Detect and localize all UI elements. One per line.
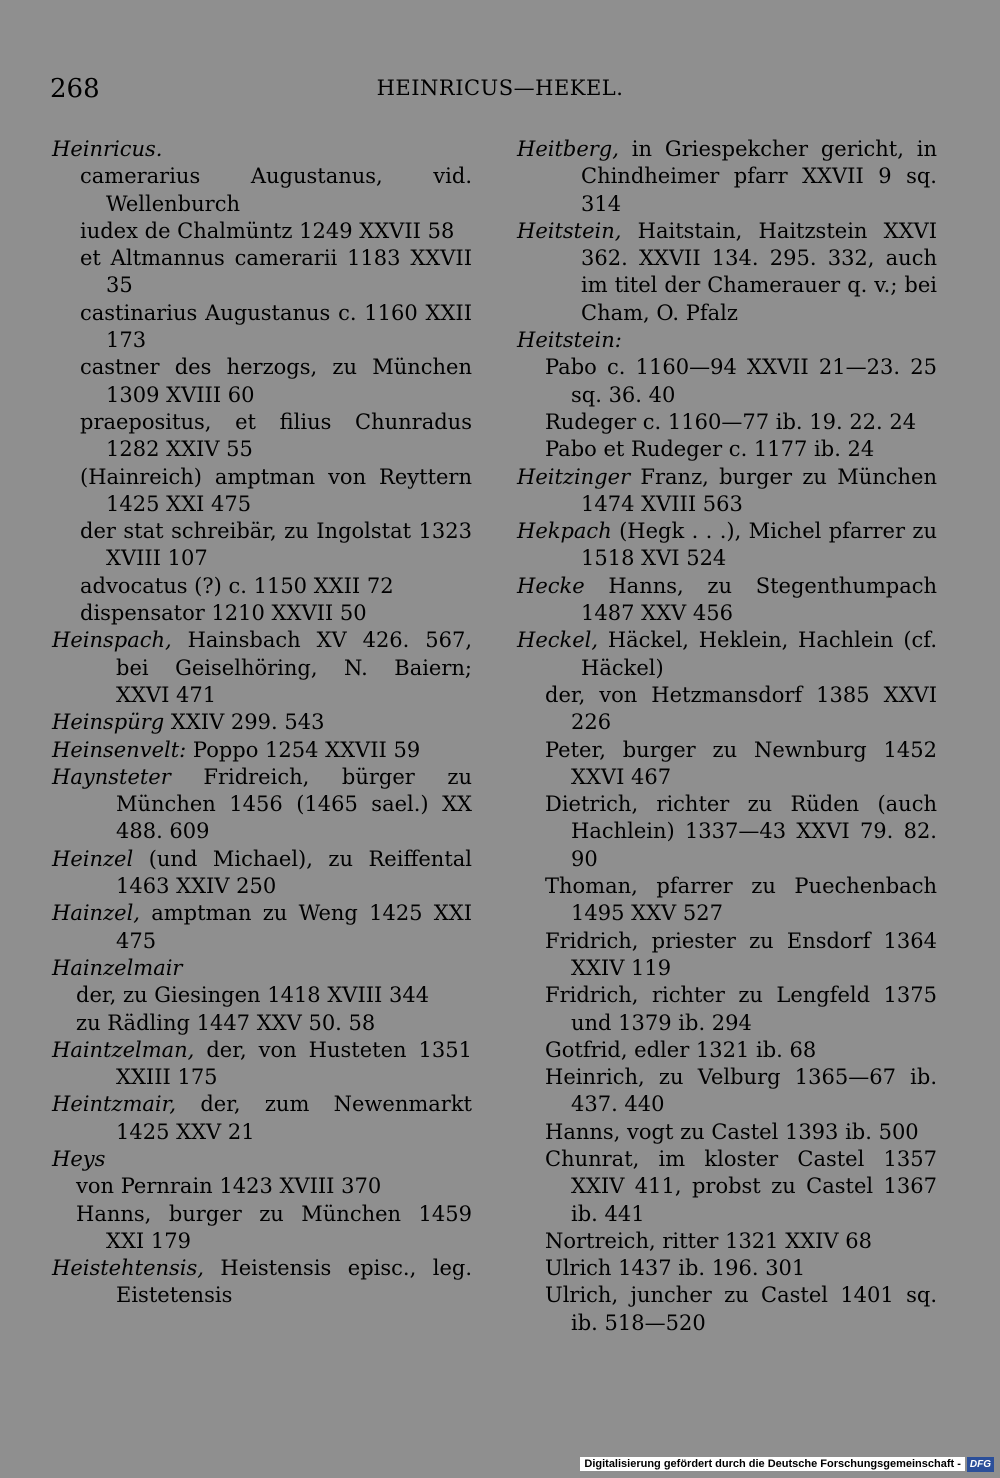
entry-text: der, von Husteten 1351 XXIII 175 (116, 1037, 472, 1090)
entry-text: Hanns, burger zu München 1459 XXI 179 (76, 1201, 472, 1253)
index-subentry (517, 1064, 937, 1119)
index-subentry (52, 600, 472, 627)
entry-text: Hanns, zu Stegenthumpach 1487 XXV 456 (581, 573, 937, 626)
entry-text: Ulrich, juncher zu Castel 1401 sq. ib. 518—520 (545, 1283, 937, 1335)
entry-text: Nortreich, ritter 1321 XXIV 68 (545, 1228, 872, 1253)
page-header (50, 74, 950, 108)
index-subentry (52, 1010, 472, 1037)
index-entry (52, 627, 472, 709)
index-entry (52, 955, 472, 982)
index-subentry (517, 737, 937, 792)
entry-headword: Heckel, (517, 628, 599, 653)
index-subentry (517, 354, 937, 409)
entry-headword: Heinzel (52, 846, 134, 871)
entry-headword: Heinsenvelt: (52, 737, 187, 762)
index-entry (517, 327, 937, 354)
index-subentry (517, 1037, 937, 1064)
dfg-logo: DFG (967, 1457, 994, 1472)
entry-headword: Hainzelmair (52, 955, 183, 980)
index-entry (52, 1091, 472, 1146)
index-entry (52, 1037, 472, 1092)
entry-headword: Heintzmair, (52, 1092, 177, 1117)
entry-headword: Heinricus. (52, 137, 163, 161)
entry-text: XXIV 299. 543 (164, 710, 325, 735)
index-subentry (517, 1282, 937, 1337)
right-column (517, 136, 937, 1337)
entry-text: amptman zu Weng 1425 XXI 475 (116, 901, 472, 953)
index-subentry (517, 1255, 937, 1282)
index-subentry (517, 791, 937, 873)
entry-text: castner des herzogs, zu München 1309 XVIII 60 (80, 355, 472, 407)
entry-headword: Heitberg, (517, 137, 619, 161)
footer (580, 1455, 994, 1473)
index-subentry (52, 300, 472, 355)
entry-headword: Hainzel, (52, 901, 140, 926)
entry-text: advocatus (?) c. 1150 XXII 72 (80, 573, 394, 598)
index-subentry (52, 464, 472, 519)
running-head: HEINRICUS—HEKEL. (376, 76, 624, 100)
entry-text: Dietrich, richter zu Rüden (auch Hachlein) 1337—43 XXVI 79. 82. 90 (545, 792, 937, 871)
entry-text: (und Michael), zu Reiffental 1463 XXIV 250 (116, 846, 472, 899)
entry-text: Häckel, Heklein, Hachlein (cf. Häckel) (581, 628, 937, 680)
index-entry (52, 1255, 472, 1310)
entry-text: (Hegk . . .), Michel pfarrer zu 1518 XVI 524 (581, 519, 937, 571)
entry-text: Peter, burger zu Newnburg 1452 XXVI 467 (545, 737, 937, 789)
entry-text: Poppo 1254 XXVII 59 (186, 737, 421, 762)
index-subentry (517, 1228, 937, 1255)
index-subentry (517, 682, 937, 737)
entry-text: Fridrich, richter zu Lengfeld 1375 und 1379 ib. 294 (545, 983, 937, 1035)
entry-text: Hainsbach XV 426. 567, bei Geiselhöring, N. Baiern; XXVI 471 (116, 628, 472, 707)
entry-text: Thoman, pfarrer zu Puechenbach 1495 XXV 527 (545, 874, 937, 926)
entry-text: der, von Hetzmansdorf 1385 XXVI 226 (545, 682, 937, 735)
entry-headword: Haintzelman, (52, 1037, 195, 1062)
index-subentry (52, 573, 472, 600)
index-subentry (52, 518, 472, 573)
entry-text: von Pernrain 1423 XVIII 370 (76, 1174, 382, 1199)
entry-text: dispensator 1210 XXVII 50 (80, 601, 367, 626)
index-entry (52, 1146, 472, 1173)
index-subentry (517, 409, 937, 436)
entry-text: Heinrich, zu Velburg 1365—67 ib. 437. 440 (545, 1065, 937, 1117)
entry-text: Ulrich 1437 ib. 196. 301 (545, 1256, 806, 1281)
index-subentry (52, 1201, 472, 1256)
footer-credit: Digitalisierung gefördert durch die Deutsche Forschungsgemeinschaft - (580, 1457, 965, 1471)
entry-text: Gotfrid, edler 1321 ib. 68 (545, 1037, 817, 1062)
entry-text: der, zum Newenmarkt 1425 XXV 21 (116, 1092, 472, 1144)
entry-headword: Hecke (517, 573, 585, 598)
entry-text: Rudeger c. 1160—77 ib. 19. 22. 24 (545, 409, 917, 434)
index-subentry (52, 245, 472, 300)
entry-headword: Heys (52, 1146, 106, 1171)
index-entry (517, 573, 937, 628)
index-subentry (52, 409, 472, 464)
index-entry (517, 464, 937, 519)
entry-text: Chunrat, im kloster Castel 1357 XXIV 411, probst zu Castel 1367 ib. 441 (545, 1146, 937, 1226)
index-entry (52, 709, 472, 736)
entry-headword: Heinspach, (52, 628, 172, 653)
index-entry (52, 136, 472, 163)
index-subentry (517, 436, 937, 463)
index-subentry (52, 218, 472, 245)
entry-headword: Haynsteter (52, 764, 171, 789)
index-entry (52, 900, 472, 955)
index-subentry (517, 1146, 937, 1228)
entry-headword: Heitstein: (517, 328, 622, 353)
entry-text: et Altmannus camerarii 1183 XXVII 35 (80, 246, 472, 298)
entry-text: camerarius Augustanus, vid. Wellenburch (80, 164, 472, 216)
entry-text: (Hainreich) amptman von Reyttern 1425 XXI 475 (80, 464, 472, 516)
entry-headword: Hekpach (517, 519, 612, 544)
entry-headword: Heitzinger (517, 464, 631, 489)
entry-text: Pabo et Rudeger c. 1177 ib. 24 (545, 437, 875, 462)
index-subentry (52, 1173, 472, 1200)
entry-text: in Griespekcher gericht, in Chindheimer pfarr XXVII 9 sq. 314 (581, 137, 937, 216)
entry-text: Haitstain, Haitzstein XXVI 362. XXVII 134. 295. 332, auch im titel der Chamerauer q. v.; bei Cham, O. Pfalz (581, 218, 937, 325)
index-subentry (517, 873, 937, 928)
entry-text: iudex de Chalmüntz 1249 XXVII 58 (80, 218, 455, 243)
index-subentry (517, 928, 937, 983)
index-subentry (52, 163, 472, 218)
entry-text: castinarius Augustanus c. 1160 XXII 173 (80, 300, 472, 353)
index-subentry (517, 1119, 937, 1146)
index-entry (52, 846, 472, 901)
entry-text: Heistensis episc., leg. Eistetensis (116, 1256, 472, 1308)
index-entry (517, 518, 937, 573)
left-column (52, 136, 472, 1310)
entry-headword: Heinspürg (52, 710, 165, 735)
entry-text: der stat schreibär, zu Ingolstat 1323 XVIII 107 (80, 519, 472, 571)
entry-headword: Heitstein, (517, 218, 622, 243)
entry-text: Franz, burger zu München 1474 XVIII 563 (581, 464, 937, 516)
index-entry (52, 764, 472, 846)
page-number: 268 (50, 74, 100, 104)
index-subentry (517, 982, 937, 1037)
entry-text: zu Rädling 1447 XXV 50. 58 (76, 1010, 376, 1035)
entry-text: der, zu Giesingen 1418 XVIII 344 (76, 983, 430, 1008)
entry-text: Hanns, vogt zu Castel 1393 ib. 500 (545, 1119, 919, 1144)
index-entry (52, 737, 472, 764)
entry-text: praepositus, et filius Chunradus 1282 XXIV 55 (80, 409, 472, 462)
index-entry (517, 136, 937, 218)
index-subentry (52, 982, 472, 1009)
entry-headword: Heistehtensis, (52, 1256, 204, 1281)
index-entry (517, 218, 937, 327)
index-entry (517, 627, 937, 682)
entry-text: Pabo c. 1160—94 XXVII 21—23. 25 sq. 36. 40 (545, 355, 937, 407)
entry-text: Fridrich, priester zu Ensdorf 1364 XXIV 119 (545, 928, 937, 980)
entry-text: Fridreich, bürger zu München 1456 (1465 sael.) XX 488. 609 (116, 764, 472, 844)
index-subentry (52, 354, 472, 409)
